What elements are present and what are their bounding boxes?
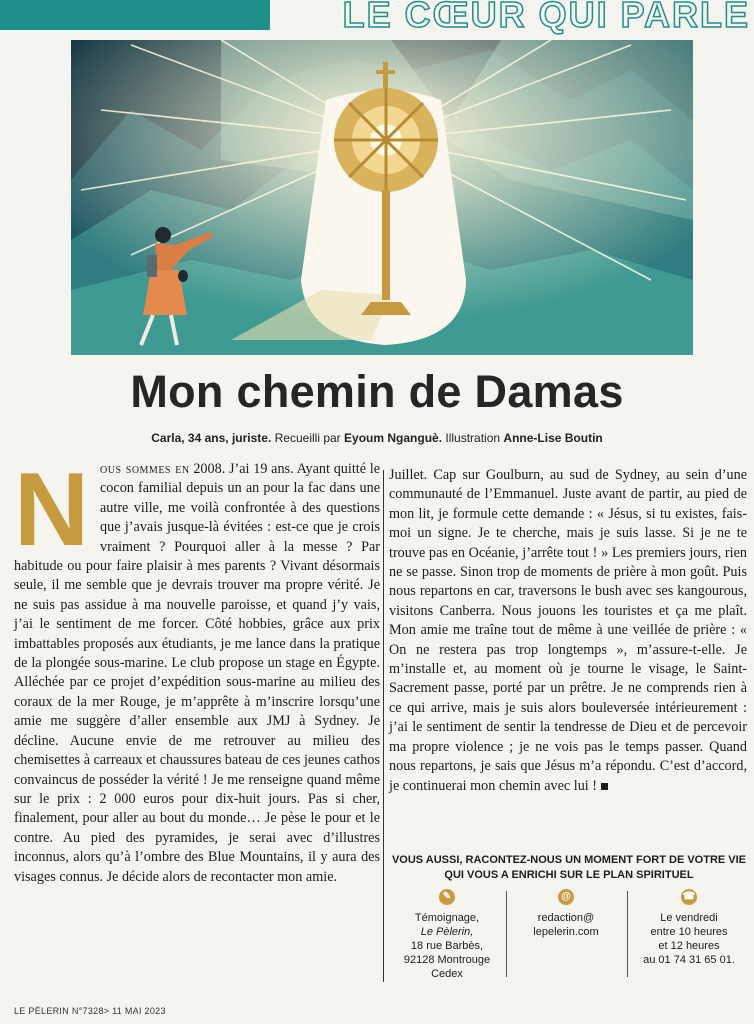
credit-journalist: Eyoum Nganguè. xyxy=(344,431,443,445)
phone-line-3: et 12 heures xyxy=(658,940,720,952)
phone-line-1: Le vendredi xyxy=(660,912,718,924)
email-line-1[interactable]: redaction@ xyxy=(537,912,595,924)
banner-bar xyxy=(0,0,270,30)
credit-illustration-label: Illustration xyxy=(445,431,501,445)
contact-phone xyxy=(629,889,749,967)
mail-line-3: 18 rue Barbès, xyxy=(410,940,484,952)
article-column-2 xyxy=(389,466,747,796)
phone-line-2: entre 10 heures xyxy=(650,926,728,938)
monstrance-illustration xyxy=(71,40,693,355)
credit-person: Carla, 34 ans, juriste. xyxy=(151,431,272,445)
credit-collected-label: Recueilli par xyxy=(274,431,341,445)
credits xyxy=(0,431,754,445)
lead-smallcaps: ous sommes en xyxy=(100,461,190,477)
headline: Mon chemin de Damas xyxy=(130,366,624,417)
illustration xyxy=(71,40,693,355)
dropcap: N xyxy=(14,452,90,568)
paragraph-2-text: Juillet. Cap sur Goulburn, au sud de Sydney, au sein d’une communauté de l’Emmanuel. Juste avant de partir, au pied de mon lit, je formule cette demande : « Jésus, si tu existes, fais-moi un signe. Je te cherche, mais je suis lasse. Si je ne te trouve pas en Océanie, j’arrête tout ! » Les premiers jours, rien ne se passe. Sinon trop de moments de prière à mon goût. Puis nous repartons en car, traversons le bush avec ses kangourous, visitons Canberra. Nous jouons les touristes et ça me plaît. Mon amie me traîne tout de même à une veillée de prière : « On ne restera pas trop longtemps », m’assure-t-elle. Je m’installe et, au moment où je tourne le visage, le Saint-Sacrement passe, porté par un prêtre. Je ne comprends rien à ce qui arrive, mais je suis alors bouleversée intérieurement : j’ai le sentiment de sentir la tendresse de Dieu et de percevoir ma propre violence ; je ne vois pas le temps passer. Quand nous repartons, je sais que Jésus m’a répondu. C’est d’accord, je continuerai mon chemin avec lui ! xyxy=(389,467,747,794)
email-line-2[interactable]: lepelerin.com xyxy=(533,926,599,938)
section-banner xyxy=(0,0,754,34)
mail-line-2: Le Pèlerin, xyxy=(420,926,474,938)
at-icon: @ xyxy=(558,889,574,905)
lead-text: 2008. J’ai 19 ans. Ayant quitté le cocon familial depuis un an pour la fac dans une autre ville, me voilà confrontée à des questions que j’avais jusque-là évitées : est-ce que je crois vraiment ? Pourquoi aller à la messe ? Par habitude ou pour faire plaisir à mes parents ? Vivant désormais seule, il me semble que je devrais trouver ma propre vérité. Je ne suis pas assidue à ma nouvelle paroisse, et quand j’y vais, j’ai le sentiment de me forcer. Côté hobbies, grâce aux prix imbattables proposés aux étudiants, je me lance dans la pratique de la plongée sous-marine. Le club propose un stage en Égypte. Alléchée par ce projet d’expédition sous-marine au milieu des coraux de la mer Rouge, je m’apprête à m’inscrire lorsqu’une amie me suggère d’aller ensemble aux JMJ à Sydney. Je décline. Aucune envie de me retrouver au milieu des chemisettes à carreaux et chaussures bateau de ces jeunes cathos convaincus de posséder la vérité ! Je me renseigne quand même sur le prix : 2 000 euros pour dix-huit jours. Pas si cher, finalement, pour aller au bout du monde… Je pèse le pour et le contre. Au pied des pyramides, je serai avec d’illustres inconnus, alors qu’à l’ombre des Blue Mountains, il y aura des visages connus. Je décide alors de recontacter mon amie. xyxy=(14,461,381,885)
mail-line-5: Cedex xyxy=(431,968,463,980)
contact-mail xyxy=(389,889,505,981)
call-to-action xyxy=(389,853,749,883)
contact-separator xyxy=(627,891,628,977)
pen-icon: ✎ xyxy=(439,889,455,905)
article-paragraph-2 xyxy=(389,466,747,796)
mail-line-1: Témoignage, xyxy=(414,912,480,924)
phone-line-4: au 01 74 31 65 01. xyxy=(643,954,735,966)
column-divider xyxy=(383,470,384,982)
phone-icon: ☎ xyxy=(681,889,697,905)
credit-illustrator: Anne-Lise Boutin xyxy=(503,431,603,445)
end-of-article-mark xyxy=(601,783,608,790)
contact-email xyxy=(507,889,625,939)
cta-line-2: QUI VOUS A ENRICHI SUR LE PLAN SPIRITUEL xyxy=(444,869,694,881)
cta-line-1: VOUS AUSSI, RACONTEZ-NOUS UN MOMENT FORT DE VOTRE VIE xyxy=(391,854,747,866)
contact-block xyxy=(389,889,749,985)
folio: LE PÈLERIN N°7328> 11 MAI 2023 xyxy=(14,1006,166,1016)
article-column-1 xyxy=(14,452,381,887)
article-paragraph-1 xyxy=(14,452,381,887)
section-header: LE CŒUR QUI PARLE xyxy=(342,0,750,35)
mail-line-4: 92128 Montrouge xyxy=(403,954,491,966)
